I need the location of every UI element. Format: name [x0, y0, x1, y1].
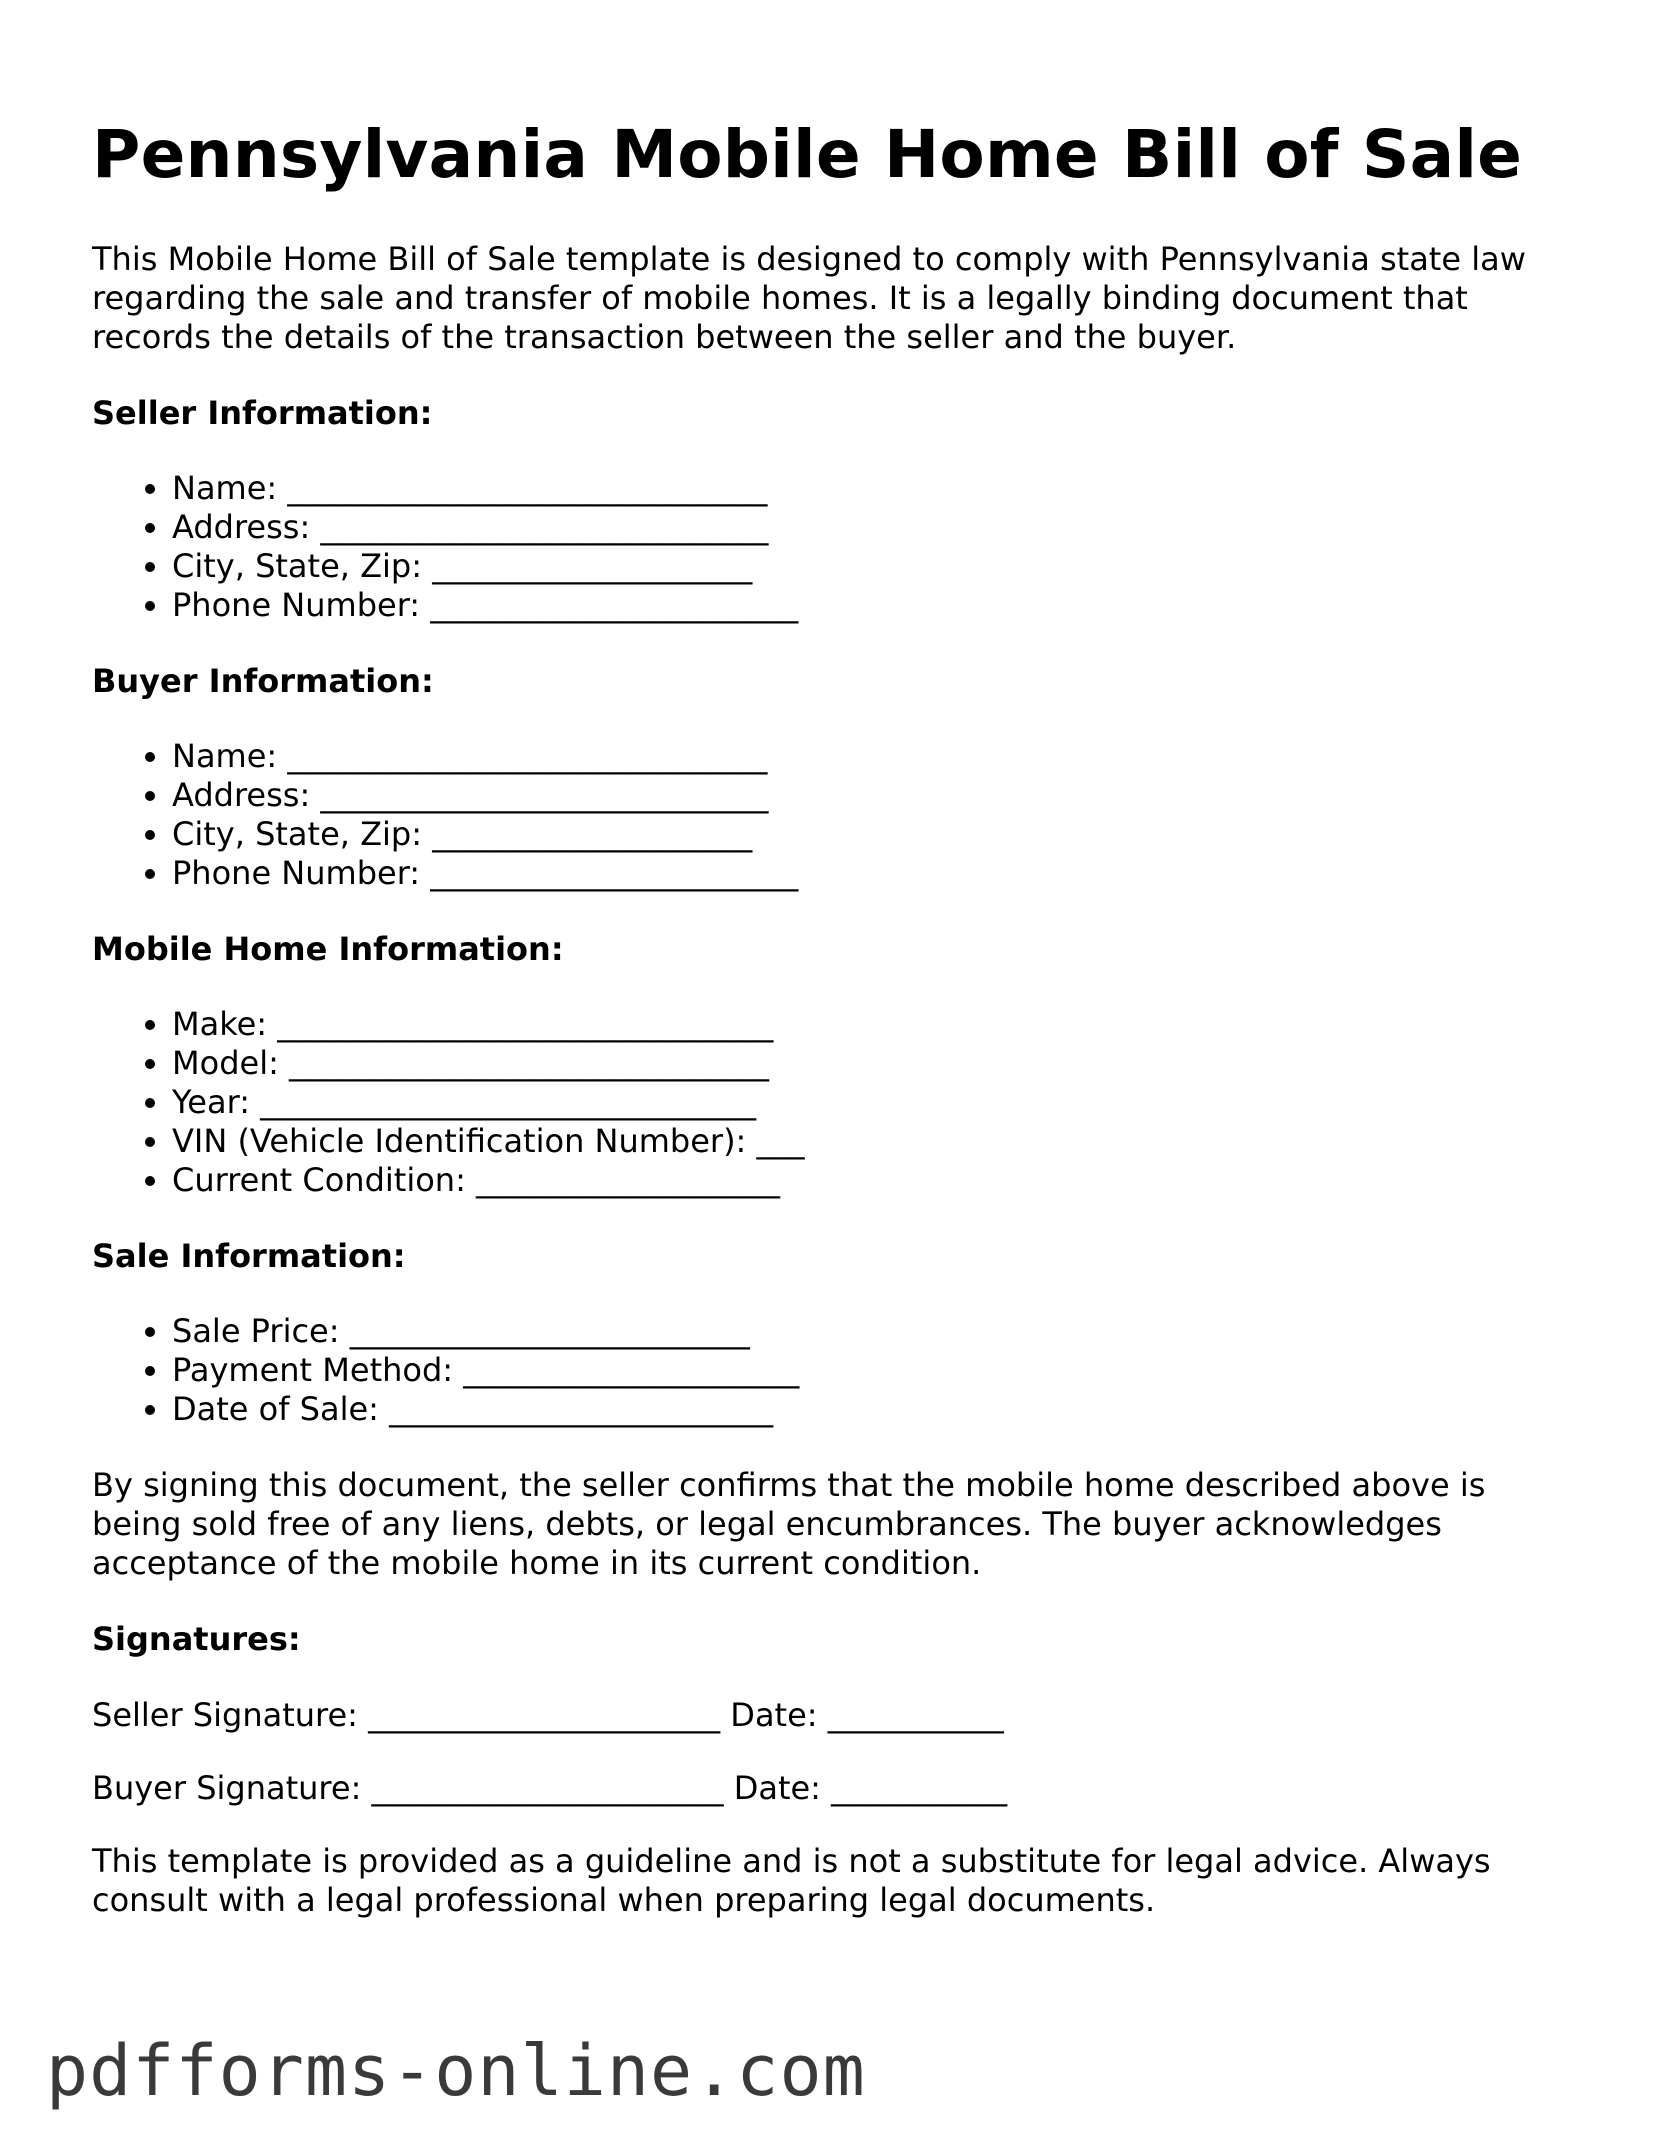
- sale-section-heading: Sale Information:: [92, 1237, 406, 1275]
- mobile-home-fields-list: [92, 1005, 1572, 1200]
- page-title: Pennsylvania Mobile Home Bill of Sale: [92, 116, 1523, 193]
- sale-fields-list: [92, 1312, 1572, 1429]
- signatures-section-heading: Signatures:: [92, 1620, 301, 1658]
- sale-price-field[interactable]: • Sale Price: _________________________: [172, 1312, 1572, 1351]
- buyer-section-heading: Buyer Information:: [92, 662, 434, 700]
- seller-city-state-zip-field[interactable]: • City, State, Zip: ____________________: [172, 547, 1572, 586]
- acknowledgement-paragraph: By signing this document, the seller confirms that the mobile home described above is being sold free of any liens, debts, or legal encumbrances. The buyer acknowledges acceptance of the mobile home in its current condition.: [92, 1466, 1486, 1582]
- buyer-phone-field[interactable]: • Phone Number: _______________________: [172, 854, 1572, 893]
- buyer-signature-line[interactable]: Buyer Signature: ______________________ Date: ___________: [92, 1769, 1008, 1807]
- intro-paragraph: This Mobile Home Bill of Sale template is designed to comply with Pennsylvania state law regarding the sale and transfer of mobile homes. It is a legally binding document that records the details of the transaction between the seller and the buyer.: [92, 240, 1526, 356]
- buyer-city-state-zip-field[interactable]: • City, State, Zip: ____________________: [172, 815, 1572, 854]
- seller-section-heading: Seller Information:: [92, 394, 433, 432]
- seller-address-field[interactable]: • Address: ____________________________: [172, 508, 1572, 547]
- home-make-field[interactable]: • Make: _______________________________: [172, 1005, 1572, 1044]
- seller-fields-list: [92, 469, 1572, 625]
- document-page: [92, 110, 1572, 1920]
- disclaimer-paragraph: This template is provided as a guideline and is not a substitute for legal advice. Always consult with a legal professional when preparing legal documents.: [92, 1842, 1491, 1919]
- mobile-home-section-heading: Mobile Home Information:: [92, 930, 564, 968]
- buyer-address-field[interactable]: • Address: ____________________________: [172, 776, 1572, 815]
- payment-method-field[interactable]: • Payment Method: _____________________: [172, 1351, 1572, 1390]
- seller-name-field[interactable]: • Name: ______________________________: [172, 469, 1572, 508]
- buyer-name-field[interactable]: • Name: ______________________________: [172, 737, 1572, 776]
- date-of-sale-field[interactable]: • Date of Sale: ________________________: [172, 1390, 1572, 1429]
- home-condition-field[interactable]: • Current Condition: ___________________: [172, 1161, 1572, 1200]
- seller-signature-line[interactable]: Seller Signature: ______________________ Date: ___________: [92, 1696, 1004, 1734]
- buyer-fields-list: [92, 737, 1572, 893]
- watermark: pdfforms-online.com: [46, 2030, 866, 2112]
- home-vin-field[interactable]: • VIN (Vehicle Identification Number): ___: [172, 1122, 1572, 1161]
- seller-phone-field[interactable]: • Phone Number: _______________________: [172, 586, 1572, 625]
- home-year-field[interactable]: • Year: _______________________________: [172, 1083, 1572, 1122]
- home-model-field[interactable]: • Model: ______________________________: [172, 1044, 1572, 1083]
